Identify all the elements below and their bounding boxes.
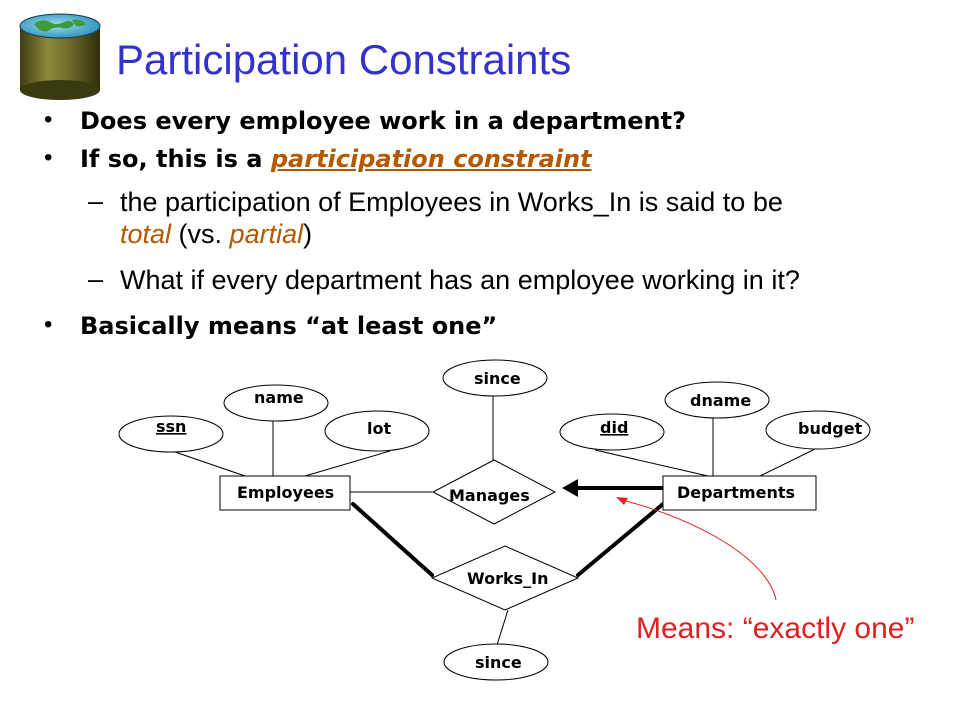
did-label: did	[600, 418, 629, 437]
bullet-3-text: Basically means “at least one”	[80, 312, 498, 340]
ssn-connector	[175, 452, 245, 476]
lot-label: lot	[367, 419, 392, 438]
name-label: name	[254, 388, 304, 407]
sub-bullet-2: What if every department has an employee working in it?	[120, 265, 800, 295]
close-paren: )	[303, 219, 313, 249]
annotation-arrow	[622, 500, 776, 600]
vs-text: (vs.	[171, 219, 230, 249]
since-bottom-label: since	[475, 653, 522, 672]
sub-dash: –	[88, 264, 104, 294]
total-term: total	[120, 219, 172, 249]
sub-bullet-1-line1: the participation of Employees in Works_In is said to be	[120, 187, 783, 217]
bullet-dot: •	[44, 311, 53, 338]
budget-connector	[760, 449, 815, 476]
departments-works-in-total-line	[578, 504, 663, 575]
since-bottom-connector	[497, 610, 508, 645]
since-top-label: since	[474, 369, 521, 388]
ssn-label: ssn	[156, 417, 187, 436]
departments-label: Departments	[677, 483, 796, 502]
bullet-1-text: Does every employee work in a department?	[80, 107, 687, 135]
partial-term: partial	[229, 219, 304, 249]
employees-works-in-total-line	[353, 504, 432, 575]
slide-title: Participation Constraints	[116, 36, 572, 83]
budget-label: budget	[798, 419, 863, 438]
manages-label: Manages	[449, 486, 530, 505]
lot-connector	[305, 451, 390, 476]
works-in-label: Works_In	[467, 569, 549, 588]
annotation-arrowhead	[616, 497, 628, 505]
sub-dash: –	[88, 186, 104, 216]
bullet-dot: •	[44, 106, 53, 133]
dname-label: dname	[690, 391, 752, 410]
did-connector	[595, 450, 708, 476]
participation-constraint-link[interactable]: participation constraint	[270, 145, 592, 173]
manages-arrowhead	[562, 479, 578, 497]
employees-label: Employees	[237, 483, 335, 502]
bullet-2-prefix: If so, this is a	[80, 145, 271, 173]
bullet-dot: •	[44, 144, 53, 171]
exactly-one-annotation: Means: “exactly one”	[636, 612, 915, 645]
